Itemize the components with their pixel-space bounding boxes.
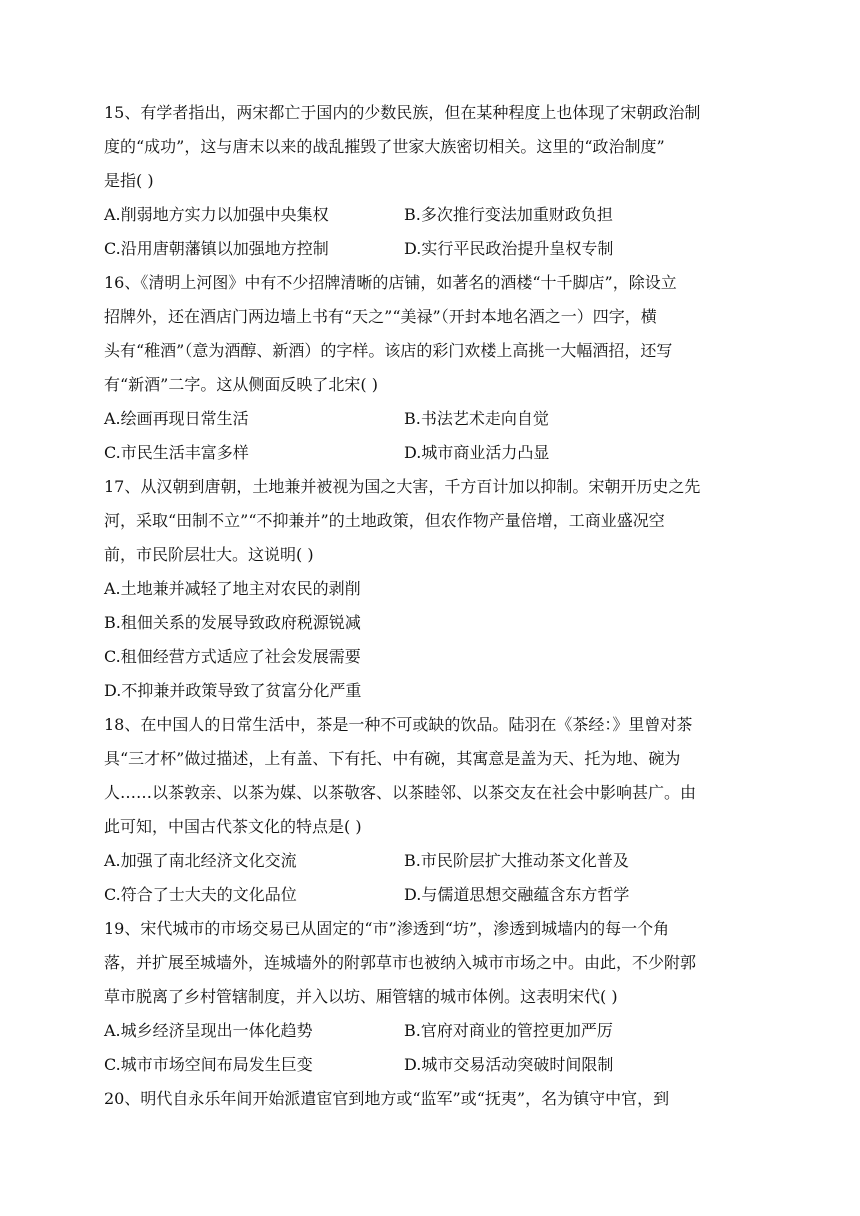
q16-option-a: A.绘画再现日常生活	[104, 409, 249, 428]
q16-stem-line-1: 16、《清明上河图》中有不少招牌清晰的店铺，如著名的酒楼“十千脚店”，除设立	[104, 273, 677, 292]
q16-stem-line-4: 有“新酒”二字。这从侧面反映了北宋( )	[104, 375, 378, 394]
q16-option-c: C.市民生活丰富多样	[104, 443, 249, 462]
q17-option-b: B.租佃关系的发展导致政府税源锐减	[104, 613, 361, 632]
q18-option-d: D.与儒道思想交融蕴含东方哲学	[404, 885, 630, 904]
q15-option-c: C.沿用唐朝藩镇以加强地方控制	[104, 239, 329, 258]
q18-stem-line-4: 此可知，中国古代茶文化的特点是( )	[104, 817, 362, 836]
q20-stem-line-1: 20、明代自永乐年间开始派遣宦官到地方或“监军”或“抚夷”，名为镇守中官，到	[104, 1089, 670, 1108]
q17-stem-line-1: 17、从汉朝到唐朝，土地兼并被视为国之大害，千方百计加以抑制。宋朝开历史之先	[104, 477, 701, 496]
q15-stem-line-1: 15、有学者指出，两宋都亡于国内的少数民族，但在某种程度上也体现了宋朝政治制	[104, 103, 701, 122]
q15-option-d: D.实行平民政治提升皇权专制	[404, 239, 614, 258]
q15-stem-line-3: 是指( )	[104, 171, 154, 190]
q18-stem-line-2: 具“三才杯”做过描述，上有盖、下有托、中有碗，其寓意是盖为天、托为地、碗为	[104, 749, 681, 768]
q17-stem-line-3: 前，市民阶层壮大。这说明( )	[104, 545, 314, 564]
q15-option-a: A.削弱地方实力以加强中央集权	[104, 205, 329, 224]
q18-option-b: B.市民阶层扩大推动茶文化普及	[404, 851, 629, 870]
q15-option-b: B.多次推行变法加重财政负担	[404, 205, 613, 224]
q19-option-a: A.城乡经济呈现出一体化趋势	[104, 1021, 313, 1040]
q16-stem-line-3: 头有“稚酒”（意为酒醇、新酒）的字样。该店的彩门欢楼上高挑一大幅酒招，还写	[104, 341, 673, 360]
q17-option-a: A.土地兼并减轻了地主对农民的剥削	[104, 579, 361, 598]
q16-option-d: D.城市商业活力凸显	[404, 443, 550, 462]
q19-option-d: D.城市交易活动突破时间限制	[404, 1055, 614, 1074]
q18-stem-line-3: 人……以茶敦亲、以茶为媒、以茶敬客、以茶睦邻、以茶交友在社会中影响甚广。由	[104, 783, 697, 802]
q18-stem-line-1: 18、在中国人的日常生活中，茶是一种不可或缺的饮品。陆羽在《茶经：》里曾对茶	[104, 715, 693, 734]
q19-stem-line-1: 19、宋代城市的市场交易已从固定的“市”渗透到“坊”，渗透到城墙内的每一个角	[104, 919, 670, 938]
q19-option-c: C.城市市场空间布局发生巨变	[104, 1055, 313, 1074]
q18-option-a: A.加强了南北经济文化交流	[104, 851, 297, 870]
q16-stem-line-2: 招牌外，还在酒店门两边墙上书有“天之”“美禄”（开封本地名酒之一）四字，横	[104, 307, 657, 326]
q17-option-c: C.租佃经营方式适应了社会发展需要	[104, 647, 361, 666]
q17-stem-line-2: 河，采取“田制不立”“不抑兼并”的土地政策，但农作物产量倍增，工商业盛况空	[104, 511, 665, 530]
q19-stem-line-3: 草市脱离了乡村管辖制度，并入以坊、厢管辖的城市体例。这表明宋代( )	[104, 987, 618, 1006]
q18-option-c: C.符合了士大夫的文化品位	[104, 885, 297, 904]
q19-stem-line-2: 落，并扩展至城墙外，连城墙外的附郭草市也被纳入城市市场之中。由此，不少附郭	[104, 953, 697, 972]
q17-option-d: D.不抑兼并政策导致了贫富分化严重	[104, 681, 362, 700]
q19-option-b: B.官府对商业的管控更加严厉	[404, 1021, 613, 1040]
q15-stem-line-2: 度的“成功”，这与唐末以来的战乱摧毁了世家大族密切相关。这里的“政治制度”	[104, 137, 665, 156]
q16-option-b: B.书法艺术走向自觉	[404, 409, 549, 428]
